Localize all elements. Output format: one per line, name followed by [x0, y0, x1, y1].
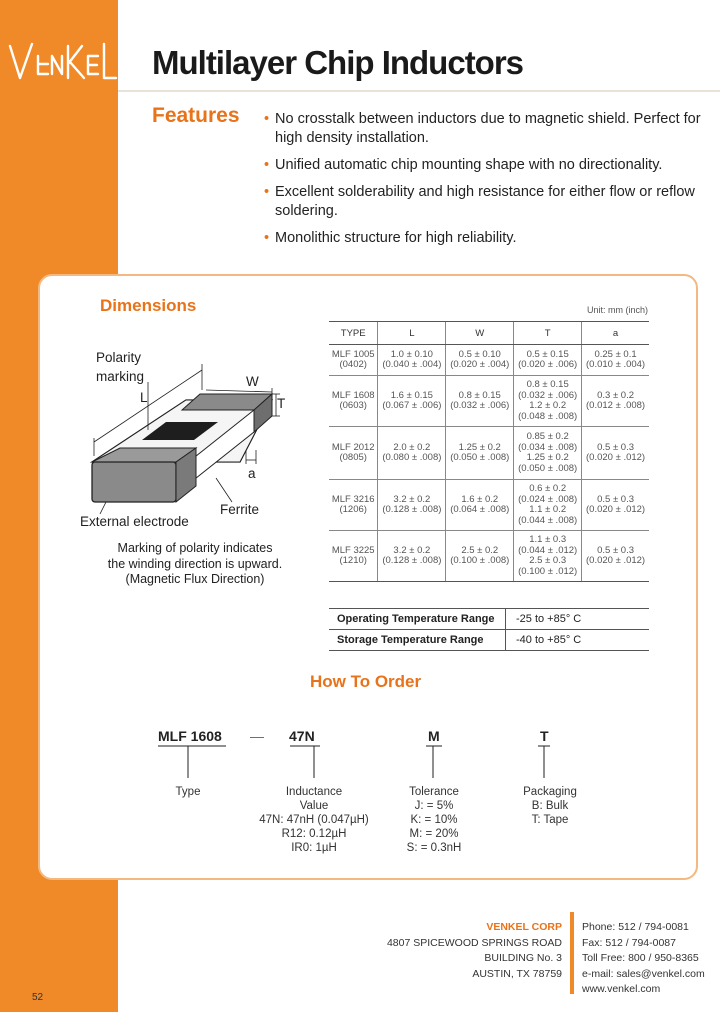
table-row [329, 427, 649, 480]
table-cell-type [329, 531, 378, 582]
cell-line: (0.050 ± .008) [518, 462, 578, 474]
cell-line: 0.5 ± 0.3 [597, 493, 635, 505]
cell-line: 1.6 ± 0.2 [461, 493, 499, 505]
dimensions-heading: Dimensions [100, 296, 197, 315]
order-code-packaging: T [540, 728, 549, 744]
cell-line: (0.044 ± .008) [518, 514, 578, 526]
table-row [329, 480, 649, 531]
address-line: AUSTIN, TX 78759 [472, 967, 562, 980]
table-cell-L [378, 427, 446, 480]
cell-line: (0.032 ± .006) [450, 400, 510, 411]
cell-line: (0.012 ± .008) [586, 400, 646, 411]
feature-item: • Monolithic structure for high reliability. [262, 229, 702, 248]
cell-line: MLF 1608 [331, 389, 375, 401]
cell-line: MLF 3225 [331, 544, 375, 556]
marking-note-line: Marking of polarity indicates [117, 541, 273, 555]
order-column-title: Type [175, 786, 201, 798]
cell-line: 2.5 ± 0.3 [529, 555, 567, 566]
cell-line: (0.048 ± .008) [518, 410, 578, 422]
order-column-line: 47N: 47nH (0.047µH) [259, 814, 369, 826]
chip-diagram [76, 344, 306, 534]
cell-line: (0.020 ± .004) [450, 359, 510, 370]
order-type-column [160, 785, 216, 799]
table-row [329, 531, 649, 582]
order-column-title: Tolerance [409, 786, 459, 798]
cell-line: (0.020 ± .012) [586, 555, 646, 566]
table-cell-T [514, 376, 582, 427]
cell-line: MLF 3216 [331, 493, 375, 505]
feature-item: • No crosstalk between inductors due to magnetic shield. Perfect for high density installation. [262, 110, 702, 148]
table-row [329, 630, 649, 651]
cell-line: 3.2 ± 0.2 [393, 544, 431, 556]
dimension-T-label: T [277, 396, 286, 411]
cell-line: 3.2 ± 0.2 [393, 493, 431, 505]
cell-line: 1.1 ± 0.3 [529, 534, 567, 545]
cell-line: (0.044 ± .012) [518, 544, 578, 556]
table-cell-type [329, 480, 378, 531]
page-title: Multilayer Chip Inductors [152, 44, 524, 81]
table-cell-T [514, 480, 582, 531]
table-cell-L [378, 376, 446, 427]
page-number: 52 [32, 992, 44, 1003]
cell-line: (0.100 ± .012) [518, 565, 578, 577]
order-code-inductance: 47N [289, 728, 315, 744]
table-cell-W [446, 480, 514, 531]
order-column-line: K: = 10% [410, 814, 458, 826]
order-column-line: IR0: 1µH [291, 842, 337, 854]
order-connector-lines [150, 744, 570, 784]
order-column-line: B: Bulk [531, 800, 569, 812]
contact-block [582, 920, 712, 998]
order-code-type: MLF 1608 [158, 728, 222, 744]
cell-line: (0.020 ± .006) [518, 359, 578, 370]
cell-line: 1.2 ± 0.2 [529, 400, 567, 411]
feature-item: • Unified automatic chip mounting shape with no directionality. [262, 156, 702, 175]
polarity-marking-note [90, 541, 300, 588]
polarity-label-line2: marking [96, 369, 145, 384]
cell-line: 1.25 ± 0.2 [526, 452, 569, 463]
table-cell-W [446, 345, 514, 376]
venkel-logo [2, 38, 118, 86]
cell-line: (0.064 ± .008) [450, 504, 510, 515]
table-cell-a [582, 345, 649, 376]
table-cell-W [446, 427, 514, 480]
order-column-line: S: = 0.3nH [406, 842, 462, 854]
order-tolerance-column [396, 785, 472, 855]
cell-line: 0.8 ± 0.15 [526, 379, 569, 390]
cell-line: (0.128 ± .008) [382, 555, 442, 566]
cell-line: (0.128 ± .008) [382, 504, 442, 515]
marking-note-line: (Magnetic Flux Direction) [125, 572, 265, 586]
operating-temp-value: -25 to +85° C [506, 609, 650, 630]
website-link[interactable]: www.venkel.com [582, 983, 661, 995]
table-cell-a [582, 480, 649, 531]
features-list [262, 110, 702, 256]
cell-line: 0.25 ± 0.1 [594, 348, 637, 360]
col-header-type: TYPE [329, 322, 378, 345]
table-cell-a [582, 376, 649, 427]
temperature-table [329, 608, 649, 651]
title-divider [118, 90, 720, 92]
order-code-dash: — [250, 728, 264, 744]
cell-line: (0402) [339, 359, 367, 370]
how-to-order-heading: How To Order [310, 672, 422, 691]
dimension-a-label: a [248, 466, 256, 481]
cell-line: 0.6 ± 0.2 [529, 483, 567, 494]
table-row [329, 609, 649, 630]
ferrite-label: Ferrite [220, 502, 260, 517]
cell-line: 0.5 ± 0.3 [597, 441, 635, 453]
cell-line: (0603) [339, 400, 367, 411]
table-cell-W [446, 376, 514, 427]
cell-line: (0805) [339, 452, 367, 463]
col-header-W: W [446, 322, 514, 345]
cell-line: 0.5 ± 0.15 [526, 348, 569, 360]
table-cell-L [378, 345, 446, 376]
cell-line: (0.010 ± .004) [586, 359, 646, 370]
order-column-line: J: = 5% [414, 800, 454, 812]
order-column-title: Packaging [523, 786, 577, 798]
table-cell-W [446, 531, 514, 582]
cell-line: 1.1 ± 0.2 [529, 504, 567, 515]
cell-line: 2.5 ± 0.2 [461, 544, 499, 556]
cell-line: 1.25 ± 0.2 [458, 441, 501, 453]
phone: Phone: 512 / 794-0081 [582, 921, 689, 933]
fax: Fax: 512 / 794-0087 [582, 936, 676, 949]
table-cell-L [378, 531, 446, 582]
dimensions-table [329, 321, 649, 582]
cell-line: (0.024 ± .008) [518, 493, 578, 505]
cell-line: 2.0 ± 0.2 [393, 441, 431, 453]
marking-note-line: the winding direction is upward. [107, 556, 283, 571]
dimension-W-label: W [246, 374, 259, 389]
cell-line: MLF 2012 [331, 441, 375, 453]
company-address-block [380, 920, 562, 982]
external-electrode-label: External electrode [80, 514, 189, 529]
col-header-a: a [582, 322, 649, 345]
table-cell-T [514, 345, 582, 376]
cell-line: 0.5 ± 0.3 [597, 544, 635, 556]
table-cell-T [514, 531, 582, 582]
table-cell-type [329, 345, 378, 376]
order-inductance-column [254, 785, 374, 855]
storage-temp-label: Storage Temperature Range [329, 630, 506, 651]
dimension-L-label: L [140, 390, 148, 405]
col-header-L: L [378, 322, 446, 345]
cell-line: (0.034 ± .008) [518, 441, 578, 453]
table-row [329, 345, 649, 376]
order-column-title: Inductance [285, 786, 343, 798]
footer-divider [570, 912, 574, 994]
cell-line: (0.040 ± .004) [382, 359, 442, 370]
order-column-line: M: = 20% [409, 828, 459, 840]
cell-line: (0.032 ± .006) [518, 389, 578, 401]
cell-line: 1.6 ± 0.15 [390, 389, 433, 401]
unit-note: Unit: mm (inch) [586, 305, 648, 315]
table-row [329, 376, 649, 427]
polarity-label-line1: Polarity [96, 350, 142, 365]
cell-line: 0.5 ± 0.10 [458, 348, 501, 360]
cell-line: (1210) [339, 555, 367, 566]
table-cell-a [582, 531, 649, 582]
toll-free: Toll Free: 800 / 950-8365 [582, 952, 699, 964]
email-link[interactable]: e-mail: sales@venkel.com [582, 967, 705, 980]
table-cell-type [329, 427, 378, 480]
cell-line: (0.100 ± .008) [450, 555, 510, 566]
order-column-line: T: Tape [531, 814, 569, 826]
table-cell-a [582, 427, 649, 480]
cell-line: (1206) [339, 504, 367, 515]
features-heading: Features [152, 104, 240, 127]
company-name: VENKEL CORP [486, 921, 562, 933]
cell-line: 0.85 ± 0.2 [526, 431, 569, 442]
cell-line: (0.067 ± .006) [382, 400, 442, 411]
cell-line: 0.3 ± 0.2 [597, 389, 635, 401]
cell-line: (0.020 ± .012) [586, 504, 646, 515]
cell-line: (0.080 ± .008) [382, 452, 442, 463]
cell-line: (0.020 ± .012) [586, 452, 646, 463]
table-cell-T [514, 427, 582, 480]
cell-line: 0.8 ± 0.15 [458, 389, 501, 401]
order-column-line: R12: 0.12µH [281, 828, 347, 840]
order-code-tolerance: M [428, 728, 440, 744]
address-line: BUILDING No. 3 [484, 952, 562, 964]
table-cell-L [378, 480, 446, 531]
table-cell-type [329, 376, 378, 427]
storage-temp-value: -40 to +85° C [506, 630, 650, 651]
order-column-line: Value [299, 800, 329, 812]
address-line: 4807 SPICEWOOD SPRINGS ROAD [386, 936, 562, 949]
order-packaging-column [516, 785, 584, 827]
cell-line: (0.050 ± .008) [450, 452, 510, 463]
dimensions-table-header [329, 322, 649, 345]
col-header-T: T [514, 322, 582, 345]
cell-line: 1.0 ± 0.10 [390, 348, 433, 360]
operating-temp-label: Operating Temperature Range [329, 609, 506, 630]
feature-item: • Excellent solderability and high resistance for either flow or reflow soldering. [262, 183, 702, 221]
cell-line: MLF 1005 [331, 348, 375, 360]
